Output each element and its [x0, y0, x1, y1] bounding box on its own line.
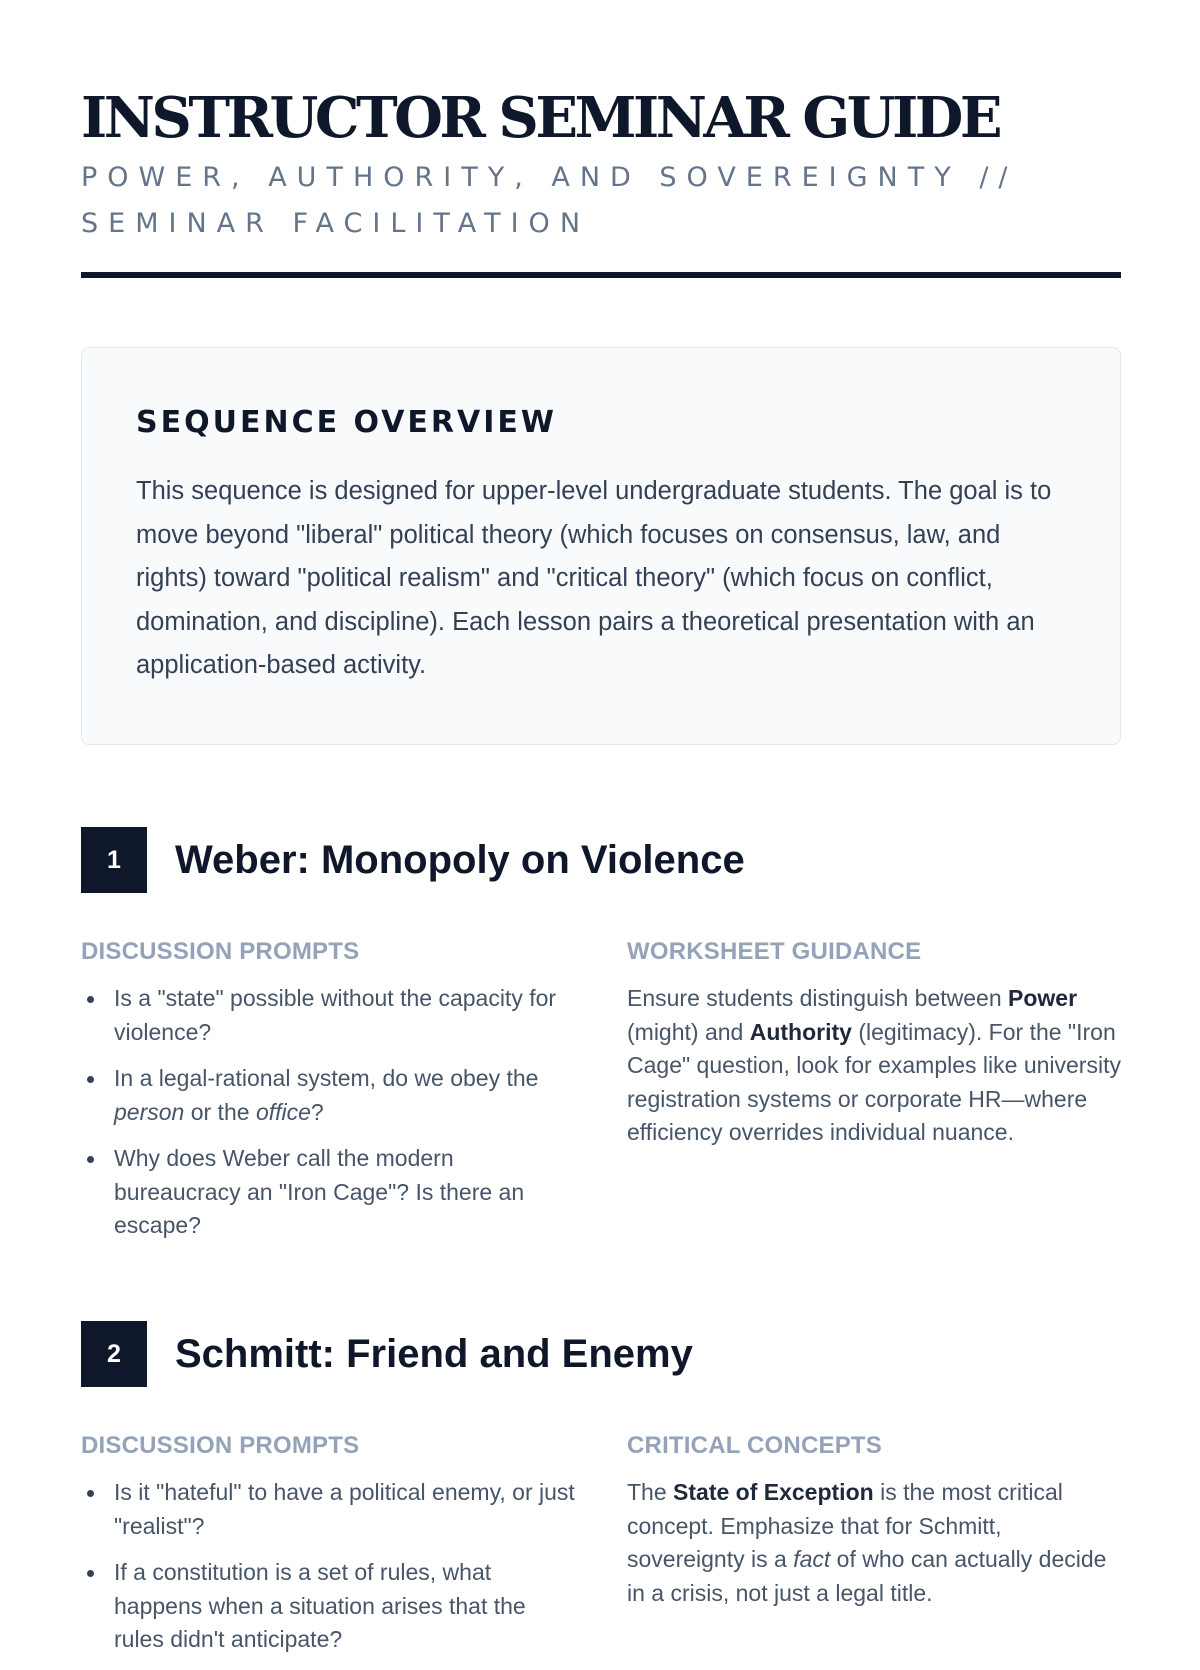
lesson-header: [81, 1321, 1121, 1387]
title-divider: [81, 272, 1121, 278]
prompt-item: [114, 982, 581, 1049]
prompt-item: [114, 1062, 581, 1129]
lesson-header: [81, 827, 1121, 893]
prompt-list: [81, 982, 581, 1243]
text-run: If a constitution is a set of rules, what happens when a situation arises that the rules didn't anticipate?: [114, 1559, 526, 1652]
lesson-section-1: [81, 827, 1121, 1238]
text-run: or the: [184, 1098, 256, 1125]
lesson-title: Schmitt: Friend and Enemy: [175, 1332, 693, 1376]
italic-term: office: [255, 1098, 311, 1125]
text-run: The: [627, 1479, 674, 1505]
sequence-overview-box: [81, 347, 1121, 745]
discussion-prompts-heading: DISCUSSION PROMPTS: [81, 1432, 360, 1459]
bold-term: Power: [1008, 985, 1078, 1011]
prompt-item: [114, 1476, 581, 1543]
worksheet-guidance-text: [627, 982, 1121, 1150]
critical-concepts-column: [627, 1431, 1121, 1610]
text-run: Ensure students distinguish between: [627, 985, 1009, 1011]
bullet-icon: [87, 996, 94, 1003]
bullet-icon: [87, 1490, 94, 1497]
lesson-number-badge: 2: [81, 1321, 147, 1387]
italic-term: person: [114, 1098, 185, 1125]
worksheet-guidance-column: [627, 937, 1121, 1150]
bold-term: Authority: [749, 1018, 852, 1045]
bold-term: State of Exception: [673, 1479, 874, 1505]
overview-text: This sequence is designed for upper-level undergraduate students. The goal is to move beyond "liberal" political theory (which focuses on consensus, law, and rights) toward "political realism" and "critical theory" (which focus on conflict, domination, and discipline). Each lesson pairs a theoretical presentation with an application-based activity.: [136, 477, 1052, 679]
text-run: (might) and: [627, 1018, 750, 1045]
discussion-prompts-heading: DISCUSSION PROMPTS: [81, 938, 360, 965]
discussion-prompts-column: [81, 1431, 581, 1670]
lesson-number-badge: 1: [81, 827, 147, 893]
text-run: of who can actually decide in a crisis, not just a legal title.: [627, 1546, 1107, 1606]
prompt-item: [114, 1556, 581, 1657]
lesson-title: Weber: Monopoly on Violence: [175, 838, 745, 882]
critical-concepts-text: [627, 1476, 1121, 1610]
page-subtitle: POWER, AUTHORITY, AND SOVEREIGNTY // SEMINAR FACILITATION: [81, 162, 1018, 239]
prompt-list: [81, 1476, 581, 1657]
bullet-icon: [87, 1076, 94, 1083]
text-run: Why does Weber call the modern bureaucracy an "Iron Cage"? Is there an escape?: [114, 1145, 525, 1238]
text-run: Is it "hateful" to have a political enemy, or just "realist"?: [114, 1479, 575, 1539]
lesson-section-2: [81, 1321, 1121, 1652]
critical-concepts-heading: CRITICAL CONCEPTS: [627, 1432, 882, 1459]
text-run: In a legal-rational system, do we obey the: [114, 1065, 539, 1091]
text-run: (legitimacy). For the "Iron Cage" question, look for examples like university registration systems or corporate HR—where efficiency overrides individual nuance.: [627, 1018, 1121, 1145]
overview-heading: SEQUENCE OVERVIEW: [136, 405, 557, 440]
page-title: INSTRUCTOR SEMINAR GUIDE: [81, 85, 1000, 151]
text-run: ?: [310, 1098, 324, 1125]
italic-term: fact: [793, 1546, 831, 1572]
discussion-prompts-column: [81, 937, 581, 1256]
worksheet-guidance-heading: WORKSHEET GUIDANCE: [627, 938, 922, 965]
bullet-icon: [87, 1156, 94, 1163]
text-run: Is a "state" possible without the capacity for violence?: [114, 985, 557, 1045]
prompt-item: [114, 1142, 581, 1243]
bullet-icon: [87, 1570, 94, 1577]
text-run: is the most critical concept. Emphasize that for Schmitt, sovereignty is a: [627, 1479, 1063, 1572]
